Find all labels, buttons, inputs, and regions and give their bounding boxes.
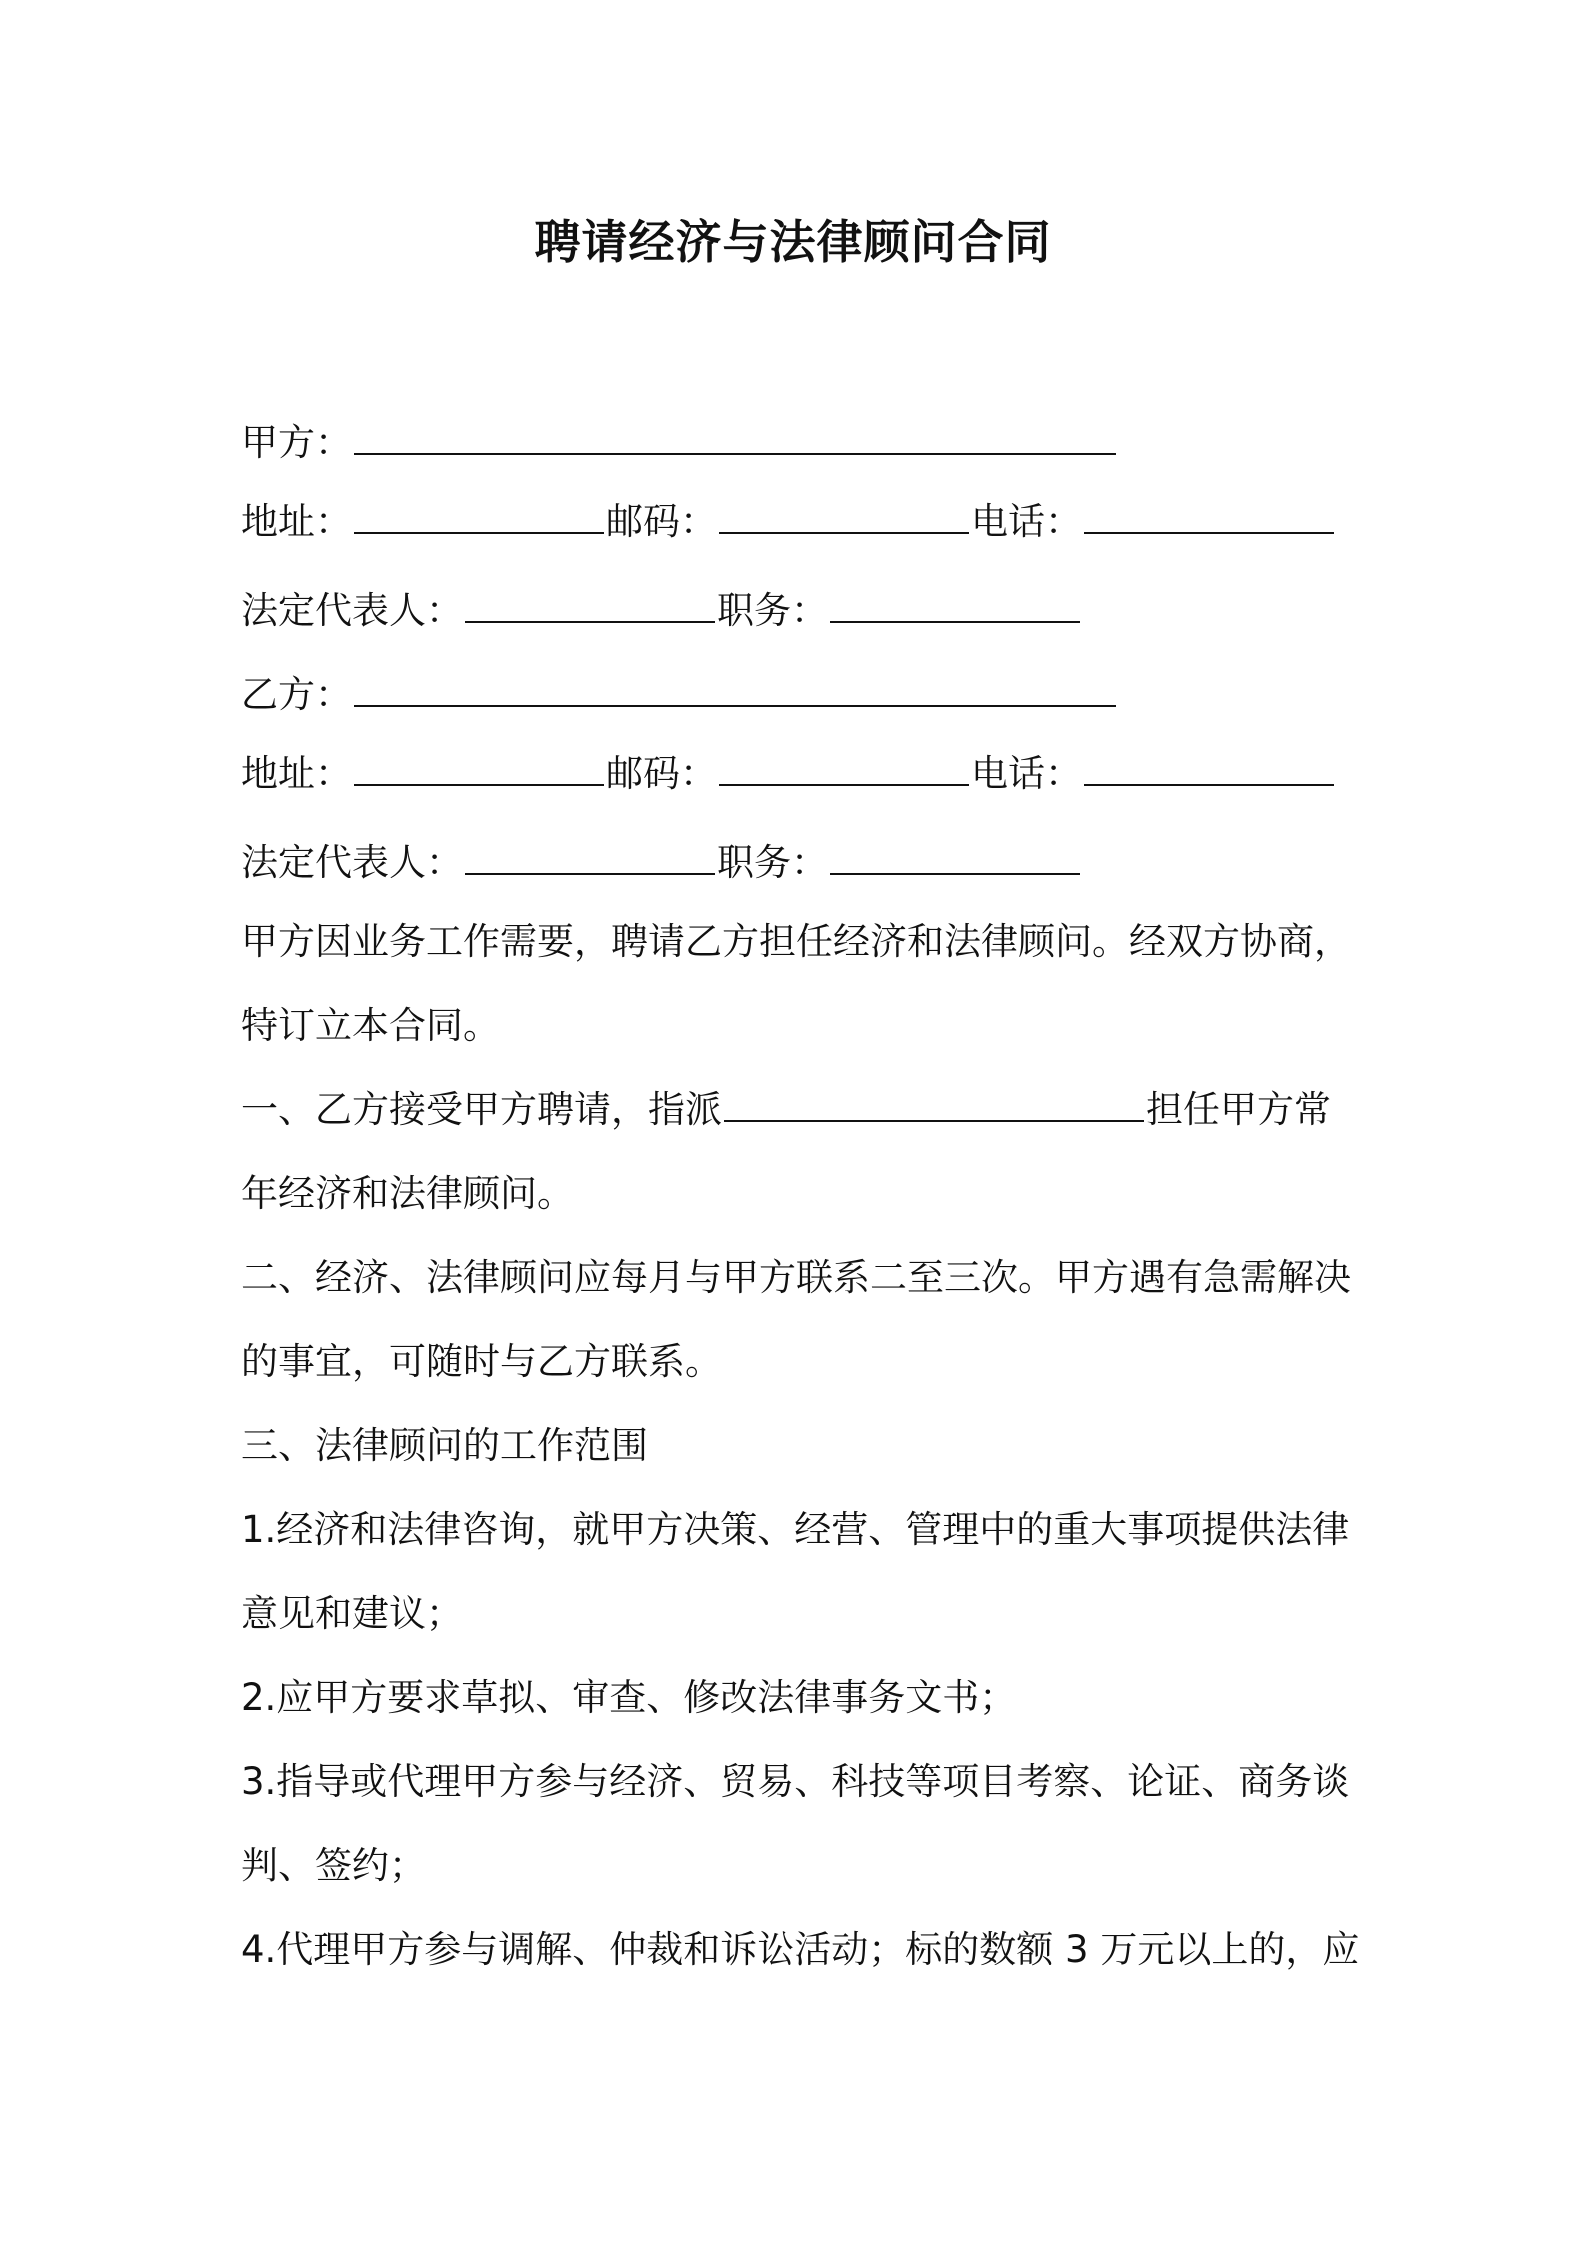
item-4-line-1: 4.代理甲方参与调解、仲裁和诉讼活动；标的数额 3 万元以上的，应 (241, 1928, 1360, 1971)
item-3-line-2: 判、签约； (241, 1844, 426, 1887)
item-2-line-1: 2.应甲方要求草拟、审查、修改法律事务文书； (241, 1676, 1017, 1719)
party-b-rep-line (241, 838, 1082, 888)
party-b-phone-label: 电话： (971, 752, 1082, 795)
party-a-rep-label: 法定代表人： (241, 589, 463, 632)
item-1-line-1: 1.经济和法律咨询，就甲方决策、经营、管理中的重大事项提供法律 (241, 1508, 1350, 1551)
party-a-blank[interactable] (354, 419, 1116, 455)
clause-2-line-2: 的事宜，可随时与乙方联系。 (241, 1340, 722, 1383)
party-b-rep-blank[interactable] (465, 839, 715, 875)
party-b-postcode-label: 邮码： (606, 752, 717, 795)
party-b-position-blank[interactable] (830, 839, 1080, 875)
party-b-label: 乙方： (241, 673, 352, 716)
party-b-address-line (241, 749, 1336, 799)
party-a-position-blank[interactable] (830, 587, 1080, 623)
party-b-position-label: 职务： (717, 841, 828, 884)
clause-1-line-1 (241, 1068, 1361, 1152)
party-a-line (241, 418, 1118, 468)
party-a-address-blank[interactable] (354, 498, 604, 534)
party-a-rep-blank[interactable] (465, 587, 715, 623)
clause-1 (241, 1068, 1361, 1236)
clause-2 (241, 1236, 1361, 1404)
party-b-address-label: 地址： (241, 752, 352, 795)
party-a-phone-label: 电话： (971, 500, 1082, 543)
document-title: 聘请经济与法律顾问合同 (534, 215, 1052, 269)
party-a-label: 甲方： (241, 421, 352, 464)
party-b-line (241, 670, 1118, 720)
party-a-phone-blank[interactable] (1084, 498, 1334, 534)
item-3-line-1: 3.指导或代理甲方参与经济、贸易、科技等项目考察、论证、商务谈 (241, 1760, 1350, 1803)
appointee-blank[interactable] (724, 1086, 1144, 1122)
party-a-rep-line (241, 586, 1082, 636)
party-b-phone-blank[interactable] (1084, 750, 1334, 786)
clause-2-line-1: 二、经济、法律顾问应每月与甲方联系二至三次。甲方遇有急需解决 (241, 1256, 1351, 1299)
party-a-address-label: 地址： (241, 500, 352, 543)
clause-1-part-1: 一、乙方接受甲方聘请，指派 (241, 1088, 722, 1131)
party-b-rep-label: 法定代表人： (241, 841, 463, 884)
party-a-postcode-label: 邮码： (606, 500, 717, 543)
clause-1-line-2: 年经济和法律顾问。 (241, 1172, 574, 1215)
item-1-line-2: 意见和建议； (241, 1592, 463, 1635)
intro-paragraph (241, 900, 1361, 1068)
party-b-blank[interactable] (354, 671, 1116, 707)
clause-1-part-2: 担任甲方常 (1146, 1088, 1331, 1131)
party-a-address-line (241, 497, 1336, 547)
party-b-address-blank[interactable] (354, 750, 604, 786)
clause-3 (241, 1404, 1361, 1992)
intro-line-2: 特订立本合同。 (241, 1004, 500, 1047)
clause-3-heading: 三、法律顾问的工作范围 (241, 1424, 648, 1467)
party-b-postcode-blank[interactable] (719, 750, 969, 786)
intro-line-1: 甲方因业务工作需要，聘请乙方担任经济和法律顾问。经双方协商， (241, 920, 1351, 963)
party-a-postcode-blank[interactable] (719, 498, 969, 534)
party-a-position-label: 职务： (717, 589, 828, 632)
